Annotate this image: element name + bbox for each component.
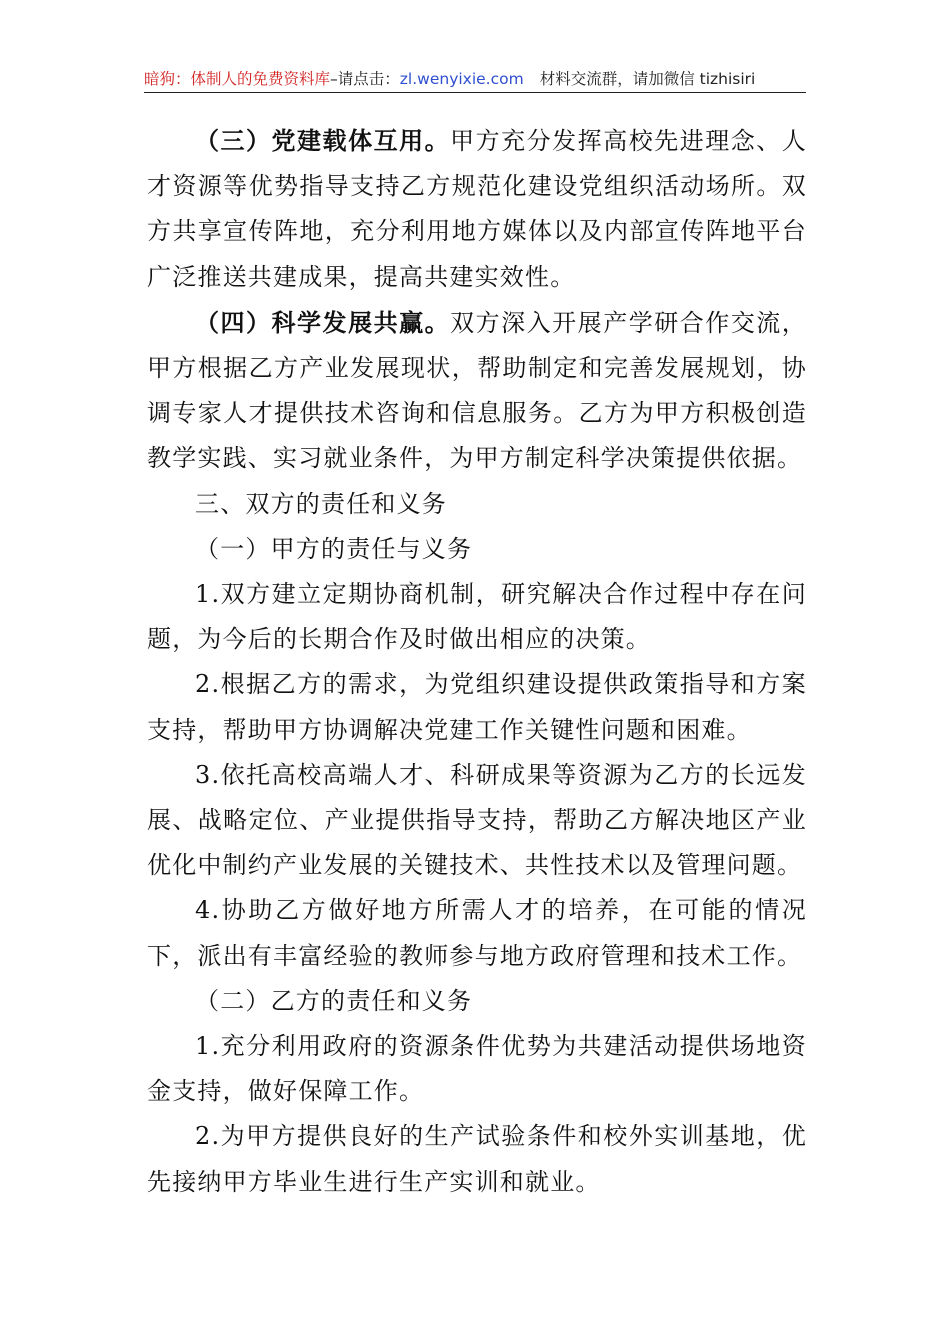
subsection-heading-party-b: （二）乙方的责任和义务 — [195, 986, 473, 1015]
subsection-heading-party-a: （一）甲方的责任与义务 — [195, 534, 473, 563]
page-header — [144, 66, 806, 93]
header-link[interactable]: zl.wenyixie.com — [399, 70, 524, 88]
header-wechat-note: 材料交流群，请加微信 tizhisiri — [539, 70, 756, 88]
header-prompt: –请点击： — [330, 70, 400, 88]
paragraph-lead: （三）党建载体互用。 — [195, 126, 451, 155]
header-site-name: 暗狗：体制人的免费资料库 — [144, 70, 331, 88]
list-item: 2.为甲方提供良好的生产试验条件和校外实训基地，优先接纳甲方毕业生进行生产实训和就业。 — [147, 1122, 807, 1196]
paragraph-party-carrier — [147, 118, 807, 300]
list-item: 2.根据乙方的需求，为党组织建设提供政策指导和方案支持，帮助甲方协调解决党建工作关键性问题和困难。 — [147, 670, 807, 744]
document-body — [147, 118, 807, 1205]
list-item: 1.充分利用政府的资源条件优势为共建活动提供场地资金支持，做好保障工作。 — [147, 1032, 807, 1106]
paragraph-text: 双方深入开展产学研合作交流，甲方根据乙方产业发展现状，帮助制定和完善发展规划，协调专家人才提供技术咨询和信息服务。乙方为甲方积极创造教学实践、实习就业条件，为甲方制定科学决策提供依据。 — [147, 308, 807, 473]
section-heading: 三、双方的责任和义务 — [195, 489, 447, 518]
paragraph-lead: （四）科学发展共赢。 — [195, 307, 451, 337]
paragraph-text: 甲方充分发挥高校先进理念、人才资源等优势指导支持乙方规范化建设党组织活动场所。双方共享宣传阵地，充分利用地方媒体以及内部宣传阵地平台广泛推送共建成果，提高共建实效性。 — [147, 127, 807, 291]
list-item: 4.协助乙方做好地方所需人才的培养，在可能的情况下，派出有丰富经验的教师参与地方政府管理和技术工作。 — [147, 896, 807, 970]
list-item: 3.依托高校高端人才、科研成果等资源为乙方的长远发展、战略定位、产业提供指导支持，帮助乙方解决地区产业优化中制约产业发展的关键技术、共性技术以及管理问题。 — [147, 760, 807, 880]
paragraph-science-development — [147, 300, 807, 482]
list-item: 1.双方建立定期协商机制，研究解决合作过程中存在问题，为今后的长期合作及时做出相应的决策。 — [147, 580, 807, 654]
